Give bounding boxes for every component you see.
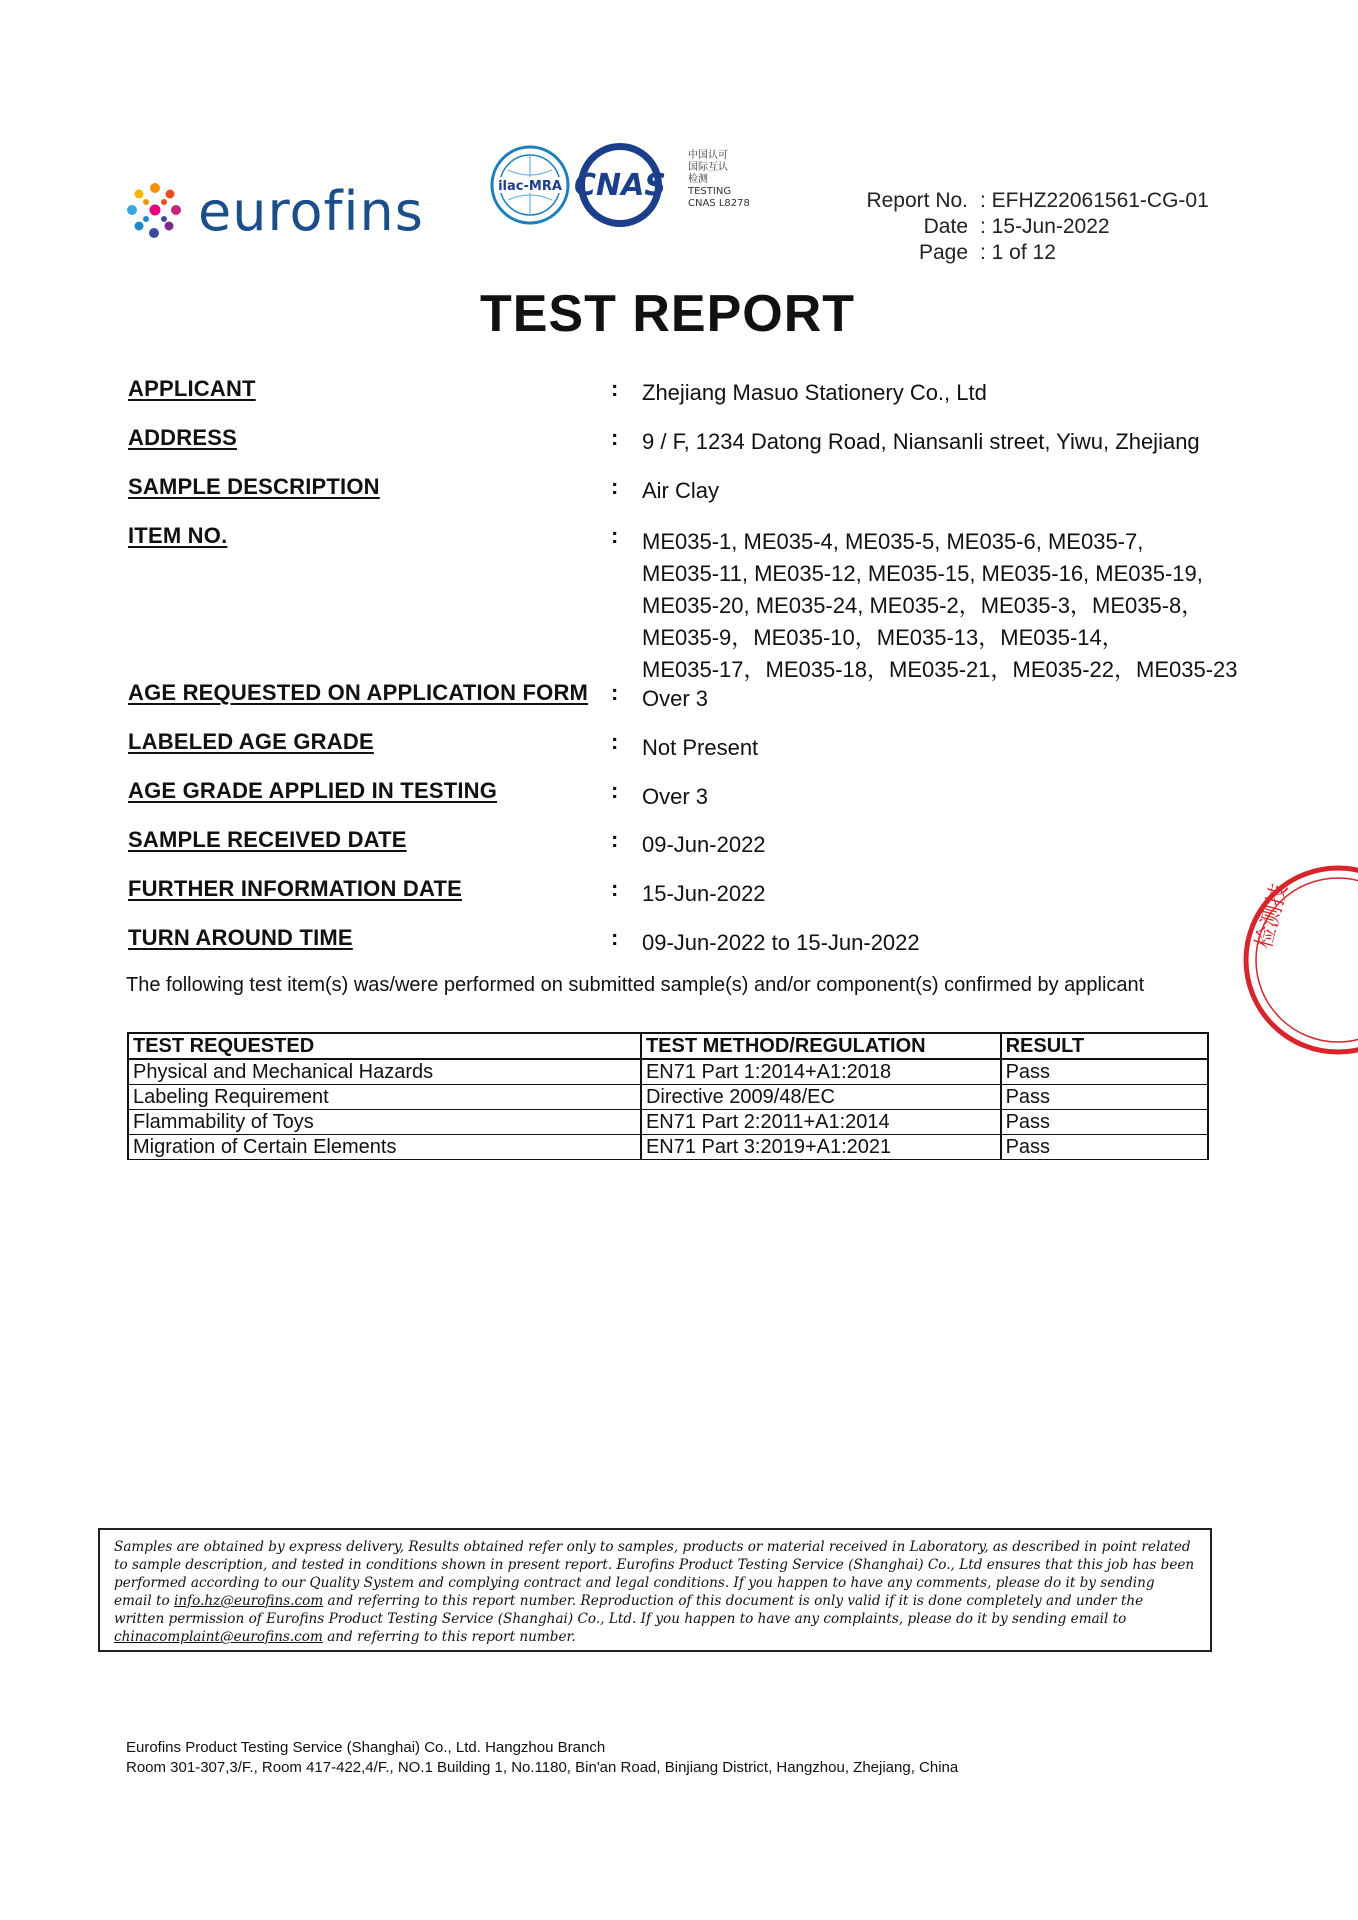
- complaint-email-link[interactable]: chinacomplaint@eurofins.com: [114, 1629, 323, 1645]
- table-row: [128, 1059, 1208, 1085]
- colon: :: [611, 778, 619, 803]
- colon: :: [611, 523, 619, 548]
- test-requested-cell: Flammability of Toys: [128, 1110, 641, 1135]
- cnas-line: TESTING: [688, 186, 732, 197]
- item-no-line: ME035-1, ME035-4, ME035-5, ME035-6, ME035-7,: [642, 529, 1144, 554]
- ilac-mra-icon: [492, 147, 568, 223]
- item-no-line: ME035-11, ME035-12, ME035-15, ME035-16, ME035-19,: [642, 561, 1203, 586]
- age-requested-label: AGE REQUESTED ON APPLICATION FORM: [128, 680, 589, 705]
- info-email-link[interactable]: info.hz@eurofins.com: [174, 1593, 324, 1609]
- page-label: Page: [918, 241, 968, 264]
- applicant-label: APPLICANT: [128, 376, 256, 401]
- cnas-registration: [688, 150, 750, 210]
- footer-street: Room 301-307,3/F., Room 417-422,4/F., NO.1 Building 1, No.1180, Bin'an Road, Binjiang District, Hangzhou, Zhejiang, China: [126, 1759, 959, 1776]
- colon: :: [611, 425, 619, 450]
- test-requested-cell: Migration of Certain Elements: [128, 1135, 641, 1160]
- labeled-age-grade-label: LABELED AGE GRADE: [128, 729, 374, 754]
- address-label: ADDRESS: [128, 425, 237, 450]
- test-method-cell: EN71 Part 2:2011+A1:2014: [641, 1110, 1001, 1135]
- colon: :: [611, 680, 619, 705]
- sample-received-date-value: 09-Jun-2022: [642, 832, 766, 857]
- cnas-line: 检测: [688, 174, 708, 185]
- eurofins-logo: [124, 176, 424, 246]
- table-row: [128, 1110, 1208, 1135]
- stamp-text: 检测技: [1251, 881, 1293, 952]
- table-row: [128, 1135, 1208, 1160]
- result-cell: Pass: [1001, 1085, 1208, 1110]
- further-info-date-label: FURTHER INFORMATION DATE: [128, 876, 462, 901]
- performed-note: The following test item(s) was/were performed on submitted sample(s) and/or component(s) confirmed by applicant: [126, 974, 1145, 996]
- age-requested-value: Over 3: [642, 686, 709, 711]
- colon: :: [611, 474, 619, 499]
- cnas-line: CNAS L8278: [688, 198, 750, 209]
- column-header: TEST REQUESTED: [128, 1033, 641, 1059]
- eurofins-wordmark: eurofins: [198, 179, 424, 243]
- cnas-line: 国际互认: [688, 162, 728, 173]
- results-table: [127, 1032, 1209, 1160]
- test-method-cell: Directive 2009/48/EC: [641, 1085, 1001, 1110]
- disclaimer-box: [98, 1528, 1212, 1652]
- sample-description-label: SAMPLE DESCRIPTION: [128, 474, 380, 499]
- page-value: : 1 of 12: [980, 241, 1056, 264]
- result-cell: Pass: [1001, 1110, 1208, 1135]
- report-no-label: Report No.: [866, 189, 968, 212]
- report-meta: [860, 188, 1209, 266]
- colon: :: [611, 376, 619, 401]
- column-header: TEST METHOD/REGULATION: [641, 1033, 1001, 1059]
- colon: :: [611, 876, 619, 901]
- test-requested-cell: Labeling Requirement: [128, 1085, 641, 1110]
- sample-description-value: Air Clay: [642, 478, 720, 503]
- report-no-value: : EFHZ22061561-CG-01: [980, 189, 1209, 212]
- table-row: [128, 1085, 1208, 1110]
- turn-around-time-value: 09-Jun-2022 to 15-Jun-2022: [642, 930, 920, 955]
- applicant-value: Zhejiang Masuo Stationery Co., Ltd: [642, 380, 987, 405]
- turn-around-time-label: TURN AROUND TIME: [128, 925, 353, 950]
- cnas-line: 中国认可: [688, 150, 728, 161]
- ilac-text: ilac-MRA: [498, 179, 562, 194]
- item-no-line: ME035-17，ME035-18，ME035-21，ME035-22，ME035-23: [642, 657, 1238, 682]
- report-no-row: [860, 188, 1209, 214]
- report-title: TEST REPORT: [479, 285, 856, 343]
- column-header: RESULT: [1001, 1033, 1208, 1059]
- footer-address: [126, 1738, 958, 1778]
- item-no-line: ME035-20, ME035-24, ME035-2，ME035-3，ME035-8，: [642, 593, 1204, 618]
- labeled-age-grade-value: Not Present: [642, 735, 759, 760]
- date-value: : 15-Jun-2022: [980, 215, 1110, 238]
- result-cell: Pass: [1001, 1135, 1208, 1160]
- address-value: 9 / F, 1234 Datong Road, Niansanli street, Yiwu, Zhejiang: [642, 429, 1200, 454]
- disclaimer-text: and referring to this report number.: [322, 1629, 576, 1645]
- test-method-cell: EN71 Part 3:2019+A1:2021: [641, 1135, 1001, 1160]
- item-no-label: ITEM NO.: [128, 523, 228, 548]
- test-method-cell: EN71 Part 1:2014+A1:2018: [641, 1059, 1001, 1085]
- footer-company: Eurofins Product Testing Service (Shanghai) Co., Ltd. Hangzhou Branch: [126, 1739, 606, 1756]
- result-cell: Pass: [1001, 1059, 1208, 1085]
- date-row: [860, 214, 1209, 240]
- test-requested-cell: Physical and Mechanical Hazards: [128, 1059, 641, 1085]
- item-no-values: [642, 526, 1238, 686]
- cnas-text: CNAS: [574, 168, 666, 203]
- disclaimer-text: and referring to this report number. Reproduction of this document is only valid if it is done completely and under the written permission of Eurofins Product Testing Service (Shanghai) Co., Ltd. If you happen to have any complaints, please do it by sending email to: [114, 1593, 1144, 1627]
- red-stamp-seal: [1238, 860, 1358, 1060]
- sample-received-date-label: SAMPLE RECEIVED DATE: [128, 827, 407, 852]
- table-header-row: [128, 1033, 1208, 1059]
- age-grade-applied-label: AGE GRADE APPLIED IN TESTING: [128, 778, 498, 803]
- colon: :: [611, 827, 619, 852]
- page-row: [860, 240, 1209, 266]
- date-label: Date: [923, 215, 968, 238]
- age-grade-applied-value: Over 3: [642, 784, 709, 809]
- colon: :: [611, 729, 619, 754]
- further-info-date-value: 15-Jun-2022: [642, 881, 766, 906]
- colon: :: [611, 925, 619, 950]
- disclaimer-text: Samples are obtained by express delivery, Results obtained refer only to samples, products or material received in Laboratory, as described in point related to sample description, and tested in conditions shown in present report. Eurofins Product Testing Service (Shanghai) Co., Ltd ensures that this job has been performed according to our Quality System and complying contract and legal conditions. If you happen to have any comments, please do it by sending email to: [114, 1539, 1195, 1609]
- cnas-icon: [574, 143, 666, 227]
- item-no-line: ME035-9，ME035-10，ME035-13，ME035-14，: [642, 625, 1124, 650]
- eurofins-dots-icon: [124, 180, 186, 242]
